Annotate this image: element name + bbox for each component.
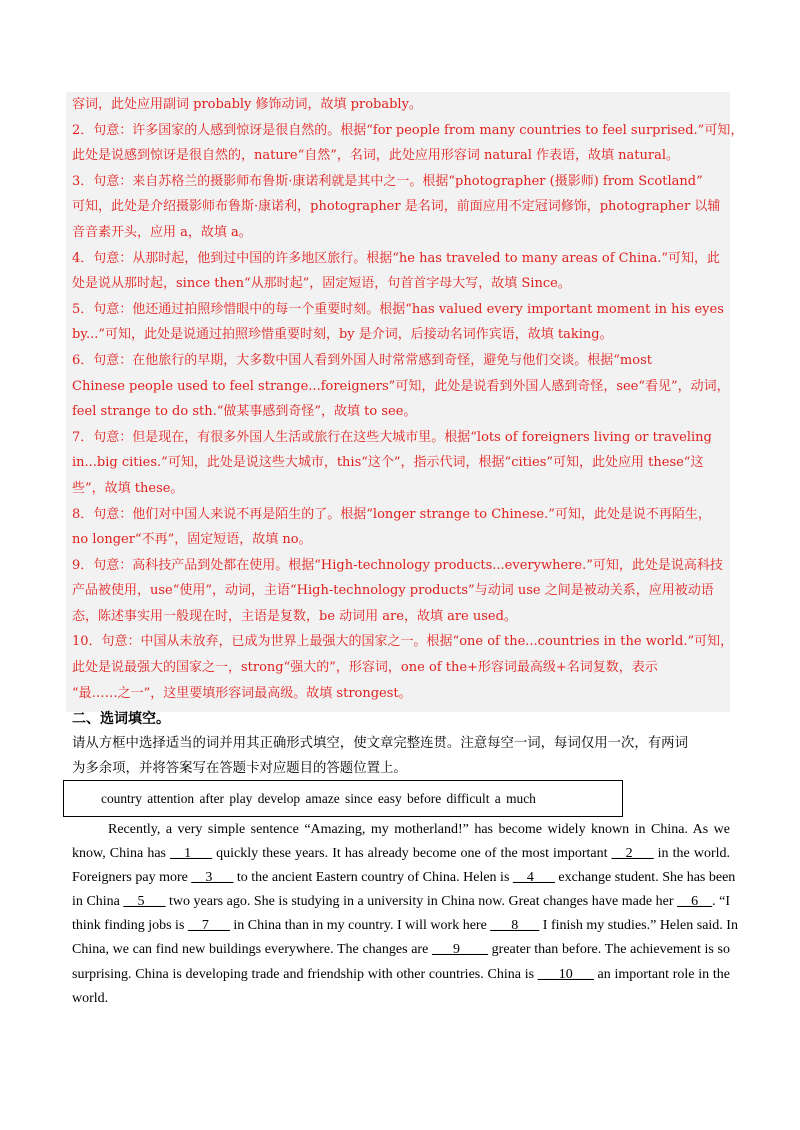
answer-line: 处是说从那时起，since then“从那时起”，固定短语，句首首字母大写，故填 Since。 [72,276,571,292]
passage-line [72,938,730,962]
passage-text: world. [72,990,109,1006]
passage-text: two years ago. She is studying in a university in China now. Great changes have made her [165,894,678,910]
answer-line: “最……之一”，这里要填形容词最高级。故填 strongest。 [72,685,412,701]
passage-text: China, we can find new buildings everywhere. The changes are [72,942,432,958]
passage-text: know, China has [72,846,171,862]
passage-text: in China [72,894,124,910]
passage-line [72,890,730,914]
passage-text: Foreigners pay more [72,870,192,886]
answer-line: 10．句意：中国从未放弃，已成为世界上最强大的国家之一。根据“one of the...countries in the world.”可知， [72,634,734,650]
instructions-line: 为多余项，并将答案写在答题卡对应题目的答题位置上。 [72,761,407,776]
answer-line: 可知，此处是介绍摄影师布鲁斯·康诺利，photographer 是名词，前面应用不定冠词修饰，photographer 以辅 [72,199,721,215]
answer-line: by...”可知，此处是说通过拍照珍惜重要时刻，by 是介词，后接动名词作宾语，故填 taking。 [72,327,613,343]
answer-line: 态，陈述事实用一般现在时，主语是复数，be 动词用 are，故填 are used。 [72,608,517,624]
passage-text: Recently, a very simple sentence “Amazing, my motherland!” has become widely known in China. As we [108,822,730,837]
answer-line: 6．句意：在他旅行的早期，大多数中国人看到外国人时常常感到奇怪，避免与他们交谈。根据“most [72,352,652,368]
passage-text: quickly these years. It has already become one of the most important [212,846,612,862]
passage-text: in the world. [653,846,730,862]
word-box-words: country attention after play develop amaze since easy before difficult a much [101,790,536,806]
passage-text: greater than before. The achievement is so [487,942,730,958]
answer-line: 2．句意：许多国家的人感到惊讶是很自然的。根据“for people from many countries to feel surprised.”可知， [72,122,744,138]
passage-line [72,866,736,890]
answer-line: 5．句意：他还通过拍照珍惜眼中的每一个重要时刻。根据“has valued every important moment in his eyes [72,301,724,317]
answer-line: 4．句意：从那时起，他到过中国的许多地区旅行。根据“he has traveled to many areas of China.”可知，此 [72,250,721,266]
passage-text: to the ancient Eastern country of China. Helen is [233,870,513,886]
passage-text: exchange student. She has been [554,870,736,886]
answer-line: in...big cities.”可知，此处是说这些大城市，this“这个”，指示代词，根据“cities”可知，此处应用 these“这 [72,455,704,471]
answer-line: 此处是说最强大的国家之一，strong“强大的”，形容词，one of the+形容词最高级+名词复数，表示 [72,660,658,676]
passage-text: I finish my studies.” Helen said. In [539,918,738,934]
answer-line: feel strange to do sth.“做某事感到奇怪”，故填 to see。 [72,404,417,420]
answer-line: Chinese people used to feel strange...foreigners”可知，此处是说看到外国人感到奇怪，see“看见”，动词， [72,378,730,394]
passage-line [72,818,730,842]
blank[interactable]: __7___ [187,918,230,934]
blank[interactable]: __1___ [170,846,213,862]
passage-text: an important role in the [593,966,730,982]
answer-line: 容词，此处应用副词 probably 修饰动词，故填 probably。 [72,97,422,112]
answer-line: 产品被使用，use“使用”，动词，主语“High-technology products”与动词 use 之间是被动关系，应用被动语 [72,583,714,599]
instructions-line: 请从方框中选择适当的词并用其正确形式填空，使文章完整连贯。注意每空一词，每词仅用一次，有两词 [72,736,688,751]
answer-line: 此处是说感到惊讶是很自然的，nature“自然”，名词，此处应用形容词 natural 作表语，故填 natural。 [72,148,680,164]
passage-text: in China than in my country. I will work here [229,918,491,934]
passage-line [72,963,730,987]
instructions [72,731,732,781]
blank[interactable]: ___9____ [431,942,488,958]
passage-line [72,914,738,938]
blank[interactable]: __2___ [611,846,654,862]
answer-line: 些”，故填 these。 [72,480,184,496]
blank[interactable]: ___8___ [490,918,540,934]
blank[interactable]: ___10___ [537,966,594,982]
passage-text: surprising. China is developing trade and friendship with other countries. China is [72,966,538,982]
blank[interactable]: __5___ [123,894,166,910]
passage-text: . “I [712,894,730,910]
blank[interactable]: __3___ [191,870,234,886]
answer-line: 8．句意：他们对中国人来说不再是陌生的了。根据“longer strange to Chinese.”可知，此处是说不再陌生， [72,506,711,522]
word-box [63,780,623,817]
answer-line: no longer“不再”，固定短语，故填 no。 [72,532,312,548]
cloze-passage [72,818,738,1011]
passage-line [72,842,730,866]
answer-line: 3．句意：来自苏格兰的摄影师布鲁斯·康诺利就是其中之一。根据“photographer (摄影师) from Scotland” [72,173,703,189]
section-title: 二、选词填空。 [72,711,170,727]
answer-explanation-block [66,92,744,712]
passage-line [72,987,730,1011]
answer-line: 9．句意：高科技产品到处都在使用。根据“High-technology products...everywhere.”可知，此处是说高科技 [72,557,723,573]
blank[interactable]: __6__ [677,894,713,910]
blank[interactable]: __4___ [512,870,555,886]
answer-line: 音音素开头，应用 a，故填 a。 [72,224,252,240]
passage-text: think finding jobs is [72,918,188,934]
answer-line: 7．句意：但是现在，有很多外国人生活或旅行在这些大城市里。根据“lots of foreigners living or traveling [72,429,712,445]
